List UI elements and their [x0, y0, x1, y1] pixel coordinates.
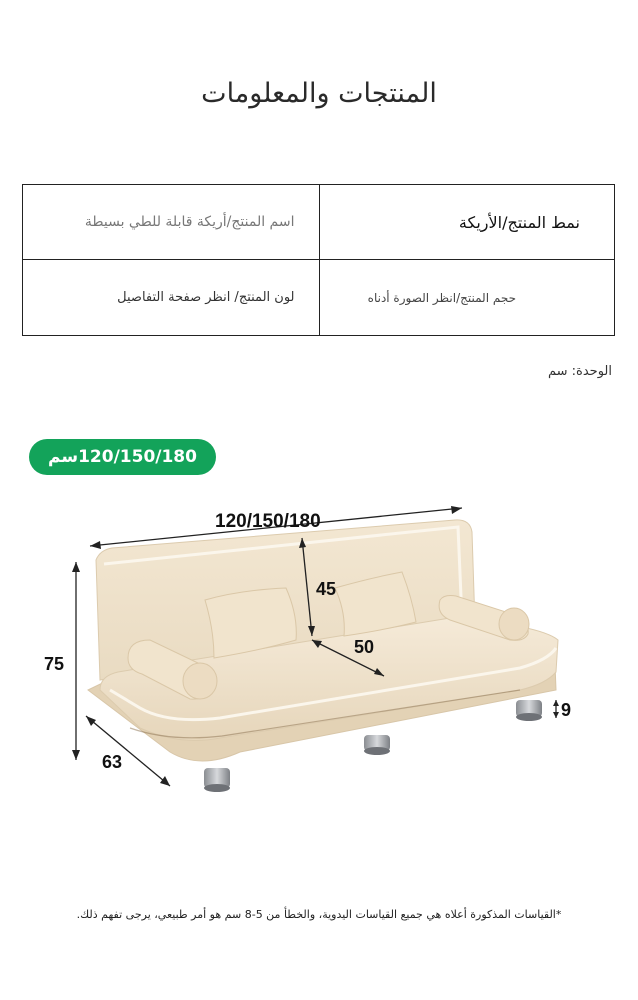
sofa-illustration — [0, 490, 638, 810]
measurement-footnote: *القياسات المذكورة أعلاه هي جميع القياسات اليدوية، والخطأ من 5-8 سم هو أمر طبيعي، يرجى تفهم ذلك. — [76, 908, 562, 921]
dim-seat-depth: 50 — [354, 637, 375, 657]
spec-product-type: نمط المنتج/الأريكة — [319, 185, 615, 260]
spec-product-color: لون المنتج/ انظر صفحة التفاصيل — [117, 290, 295, 305]
spec-product-name: اسم المنتج/أريكة قابلة للطي بسيطة — [23, 185, 319, 260]
dim-depth: 63 — [102, 752, 123, 772]
dim-back-height: 45 — [316, 579, 337, 599]
dim-leg-height: 9 — [561, 700, 572, 720]
spec-product-size: حجم المنتج/انظر الصورة أدناه — [319, 260, 615, 335]
specs-table — [22, 184, 615, 336]
page-title: المنتجات والمعلومات — [201, 78, 437, 109]
unit-label: الوحدة: سم — [547, 364, 612, 379]
size-badge: 120/150/180سم — [29, 439, 216, 475]
dim-height: 75 — [44, 654, 65, 674]
dim-width: 120/150/180 — [215, 511, 321, 532]
